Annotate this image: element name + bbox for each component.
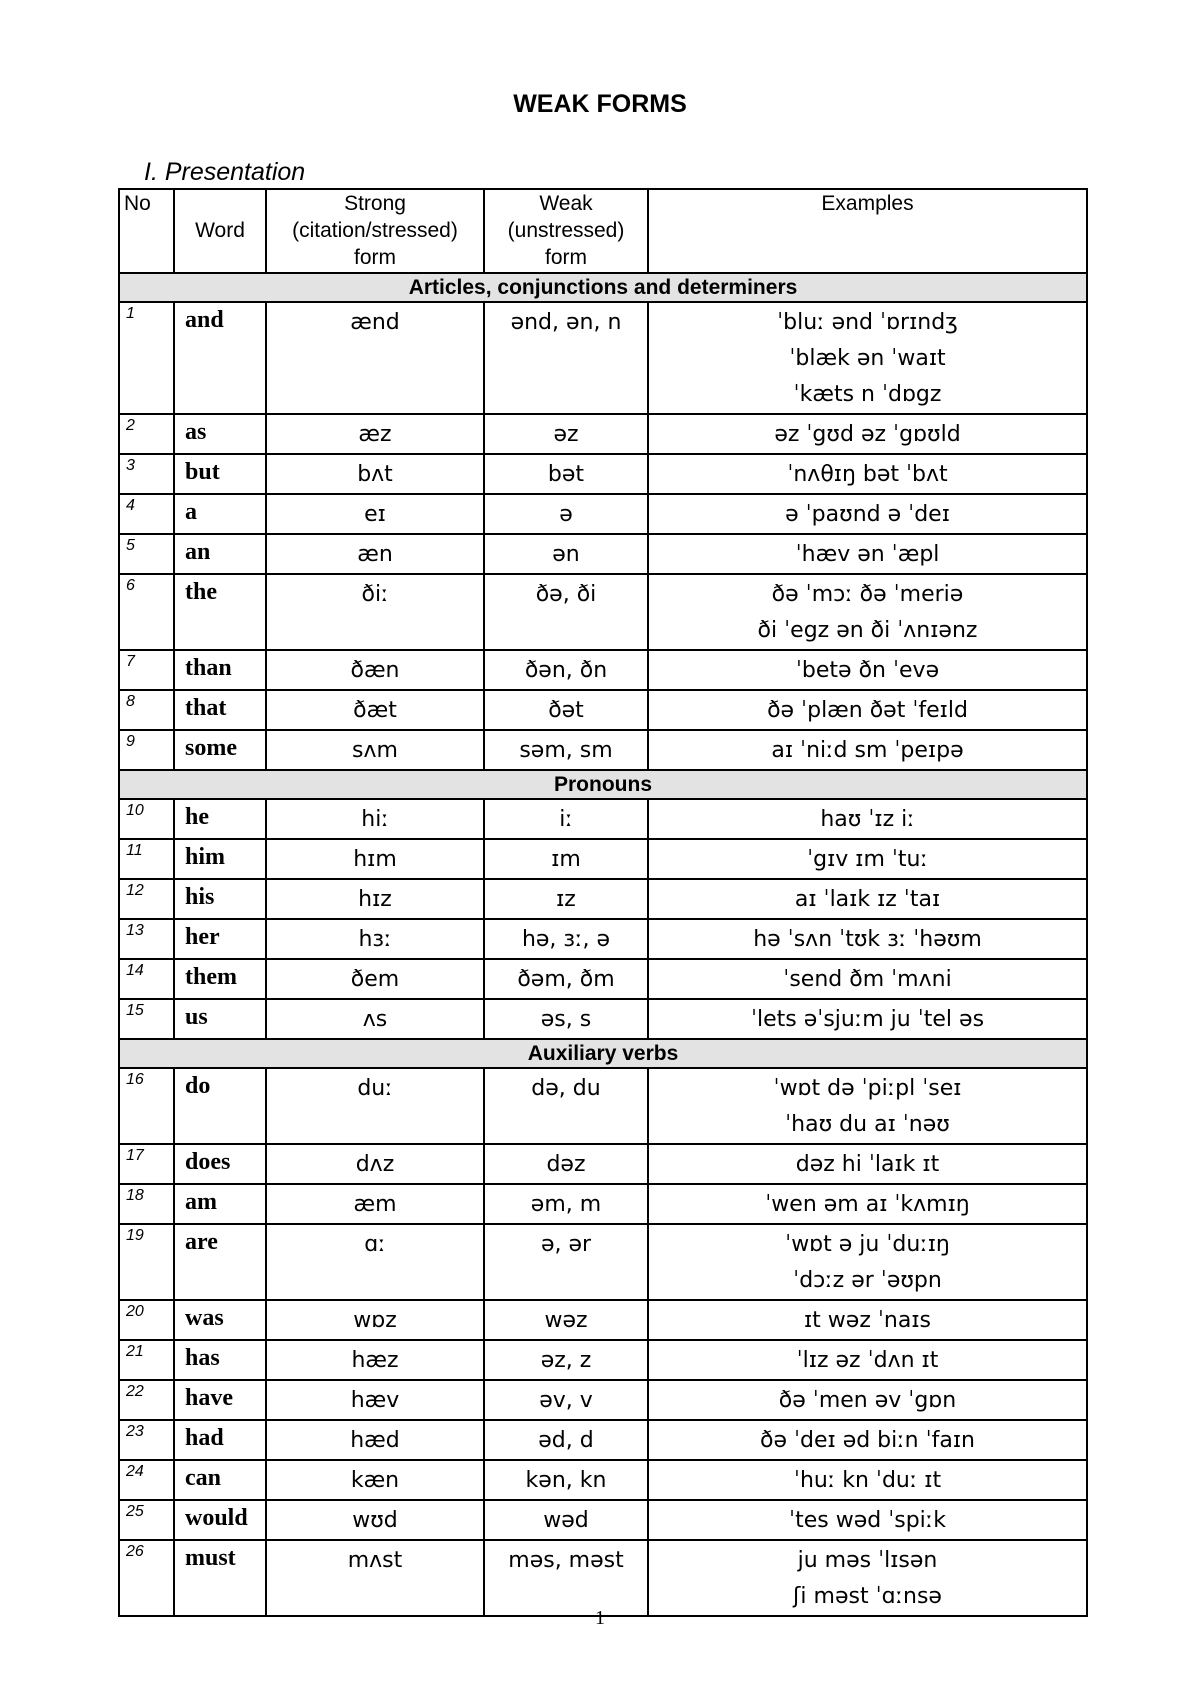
- example-line: haʊ ˈɪz iː: [820, 807, 915, 832]
- row-examples: [648, 1460, 1087, 1500]
- example-line: ˈwɒt də ˈpiːpl ˈseɪ: [773, 1076, 962, 1101]
- row-word: as: [174, 414, 266, 454]
- row-number: 9: [119, 730, 174, 770]
- row-word: would: [174, 1500, 266, 1540]
- row-examples: [648, 1340, 1087, 1380]
- row-word: an: [174, 534, 266, 574]
- table-header-row: [119, 189, 1087, 273]
- table-row: [119, 454, 1087, 494]
- row-word: a: [174, 494, 266, 534]
- header-strong-line: form: [354, 246, 396, 269]
- row-examples: [648, 534, 1087, 574]
- row-examples: [648, 574, 1087, 650]
- row-number: 2: [119, 414, 174, 454]
- row-strong-form: ðæt: [266, 690, 484, 730]
- table-row: [119, 1300, 1087, 1340]
- row-strong-form: dʌz: [266, 1144, 484, 1184]
- table-row: [119, 879, 1087, 919]
- row-weak-form: ɪz: [484, 879, 648, 919]
- table-row: [119, 414, 1087, 454]
- document-title: WEAK FORMS: [513, 90, 687, 118]
- row-strong-form: ðem: [266, 959, 484, 999]
- example-line: ˈsend ðm ˈmʌni: [783, 967, 952, 992]
- row-strong-form: hæz: [266, 1340, 484, 1380]
- example-line: ˈhæv ən ˈæpl: [795, 542, 940, 567]
- row-strong-form: eɪ: [266, 494, 484, 534]
- row-number: 16: [119, 1068, 174, 1144]
- row-strong-form: æn: [266, 534, 484, 574]
- header-strong-line: Strong: [344, 192, 406, 215]
- row-number: 23: [119, 1420, 174, 1460]
- row-weak-form: iː: [484, 799, 648, 839]
- row-word: does: [174, 1144, 266, 1184]
- header-weak-line: Weak: [539, 192, 593, 215]
- row-weak-form: wəd: [484, 1500, 648, 1540]
- table-row: [119, 730, 1087, 770]
- row-word: am: [174, 1184, 266, 1224]
- header-word: [174, 189, 266, 273]
- example-line: ə ˈpaʊnd ə ˈdeɪ: [785, 502, 950, 527]
- example-line: ˈlɪz əz ˈdʌn ɪt: [796, 1348, 939, 1373]
- row-number: 24: [119, 1460, 174, 1500]
- table-row: [119, 1068, 1087, 1144]
- table-row: [119, 1500, 1087, 1540]
- row-weak-form: ə, ər: [484, 1224, 648, 1300]
- row-word: his: [174, 879, 266, 919]
- row-weak-form: əm, m: [484, 1184, 648, 1224]
- row-weak-form: əz: [484, 414, 648, 454]
- row-examples: [648, 494, 1087, 534]
- table-row: [119, 1540, 1087, 1616]
- table-row: [119, 690, 1087, 730]
- row-word: us: [174, 999, 266, 1039]
- row-weak-form: məs, məst: [484, 1540, 648, 1616]
- category-label: Auxiliary verbs: [119, 1039, 1087, 1068]
- table-row: [119, 1420, 1087, 1460]
- table-row: [119, 839, 1087, 879]
- table-row: [119, 534, 1087, 574]
- row-number: 4: [119, 494, 174, 534]
- example-line: ju məs ˈlɪsən: [797, 1548, 938, 1573]
- example-line: ˈbetə ðn ˈevə: [795, 658, 940, 683]
- example-line: əz ˈgʊd əz ˈgɒʊld: [774, 422, 961, 447]
- row-word: can: [174, 1460, 266, 1500]
- table-row: [119, 1340, 1087, 1380]
- row-examples: [648, 1500, 1087, 1540]
- table-row: [119, 302, 1087, 414]
- row-examples: [648, 1300, 1087, 1340]
- row-word: had: [174, 1420, 266, 1460]
- row-examples: [648, 1068, 1087, 1144]
- row-strong-form: duː: [266, 1068, 484, 1144]
- row-number: 10: [119, 799, 174, 839]
- row-word: are: [174, 1224, 266, 1300]
- example-line: ˈwɒt ə ju ˈduːɪŋ: [785, 1232, 950, 1257]
- table-row: [119, 1224, 1087, 1300]
- row-weak-form: wəz: [484, 1300, 648, 1340]
- category-row: [119, 273, 1087, 302]
- row-weak-form: səm, sm: [484, 730, 648, 770]
- example-line: ðə ˈplæn ðət ˈfeɪld: [767, 698, 968, 723]
- row-number: 20: [119, 1300, 174, 1340]
- row-number: 6: [119, 574, 174, 650]
- row-word: them: [174, 959, 266, 999]
- row-examples: [648, 302, 1087, 414]
- table-row: [119, 1380, 1087, 1420]
- row-number: 7: [119, 650, 174, 690]
- header-no: No: [119, 189, 174, 273]
- row-strong-form: hɜː: [266, 919, 484, 959]
- row-examples: [648, 650, 1087, 690]
- row-examples: [648, 799, 1087, 839]
- example-line: ˈblæk ən ˈwaɪt: [789, 346, 946, 371]
- row-number: 11: [119, 839, 174, 879]
- row-examples: [648, 1144, 1087, 1184]
- row-examples: [648, 690, 1087, 730]
- row-strong-form: æm: [266, 1184, 484, 1224]
- row-weak-form: ðən, ðn: [484, 650, 648, 690]
- row-weak-form: əz, z: [484, 1340, 648, 1380]
- row-word: than: [174, 650, 266, 690]
- row-strong-form: mʌst: [266, 1540, 484, 1616]
- row-number: 5: [119, 534, 174, 574]
- row-word: and: [174, 302, 266, 414]
- row-number: 17: [119, 1144, 174, 1184]
- row-number: 13: [119, 919, 174, 959]
- row-strong-form: hɪz: [266, 879, 484, 919]
- row-number: 19: [119, 1224, 174, 1300]
- example-line: ˈbluː ənd ˈɒrɪndʒ: [777, 310, 958, 335]
- header-strong-form: [266, 189, 484, 273]
- row-examples: [648, 454, 1087, 494]
- row-examples: [648, 1420, 1087, 1460]
- row-word: has: [174, 1340, 266, 1380]
- example-line: ɪt wəz ˈnaɪs: [804, 1308, 931, 1333]
- row-strong-form: sʌm: [266, 730, 484, 770]
- row-examples: [648, 879, 1087, 919]
- example-line: hə ˈsʌn ˈtʊk ɜː ˈhəʊm: [753, 927, 982, 952]
- row-weak-form: ðət: [484, 690, 648, 730]
- example-line: ðə ˈmɔː ðə ˈmeriə: [771, 582, 964, 607]
- table-row: [119, 1184, 1087, 1224]
- row-word: have: [174, 1380, 266, 1420]
- row-strong-form: ðæn: [266, 650, 484, 690]
- table-row: [119, 919, 1087, 959]
- header-strong-line: (citation/stressed): [292, 219, 458, 242]
- row-number: 25: [119, 1500, 174, 1540]
- section-heading: I. Presentation: [144, 158, 306, 186]
- table-row: [119, 1460, 1087, 1500]
- row-word: her: [174, 919, 266, 959]
- row-word: him: [174, 839, 266, 879]
- table-row: [119, 799, 1087, 839]
- row-strong-form: ænd: [266, 302, 484, 414]
- row-weak-form: əs, s: [484, 999, 648, 1039]
- example-line: ˈnʌθɪŋ bət ˈbʌt: [787, 462, 948, 487]
- row-word: the: [174, 574, 266, 650]
- row-number: 8: [119, 690, 174, 730]
- example-line: ˈwen əm aɪ ˈkʌmɪŋ: [765, 1192, 970, 1217]
- example-line: ˈkæts n ˈdɒgz: [793, 382, 942, 407]
- example-line: ðə ˈdeɪ əd biːn ˈfaɪn: [759, 1428, 975, 1453]
- row-word: must: [174, 1540, 266, 1616]
- row-strong-form: hɪm: [266, 839, 484, 879]
- header-weak-form: [484, 189, 648, 273]
- row-weak-form: ɪm: [484, 839, 648, 879]
- row-word: he: [174, 799, 266, 839]
- example-line: ˈhaʊ du aɪ ˈnəʊ: [785, 1112, 950, 1137]
- row-number: 26: [119, 1540, 174, 1616]
- row-weak-form: də, du: [484, 1068, 648, 1144]
- example-line: aɪ ˈniːd sm ˈpeɪpə: [771, 738, 964, 763]
- row-strong-form: hiː: [266, 799, 484, 839]
- row-strong-form: æz: [266, 414, 484, 454]
- row-number: 15: [119, 999, 174, 1039]
- row-weak-form: hə, ɜː, ə: [484, 919, 648, 959]
- row-weak-form: dəz: [484, 1144, 648, 1184]
- example-line: ʃi məst ˈɑːnsə: [793, 1584, 942, 1609]
- row-number: 21: [119, 1340, 174, 1380]
- row-word: that: [174, 690, 266, 730]
- row-strong-form: wɒz: [266, 1300, 484, 1340]
- page-number: 1: [595, 1607, 605, 1629]
- row-weak-form: kən, kn: [484, 1460, 648, 1500]
- example-line: ði ˈegz ən ði ˈʌnɪənz: [757, 618, 978, 643]
- table-row: [119, 650, 1087, 690]
- weak-forms-table: [118, 188, 1088, 1617]
- row-examples: [648, 414, 1087, 454]
- row-number: 22: [119, 1380, 174, 1420]
- table-row: [119, 494, 1087, 534]
- row-word: was: [174, 1300, 266, 1340]
- category-label: Pronouns: [119, 770, 1087, 799]
- example-line: ˈhuː kn ˈduː ɪt: [793, 1468, 942, 1493]
- row-examples: [648, 1224, 1087, 1300]
- table-row: [119, 959, 1087, 999]
- row-examples: [648, 1380, 1087, 1420]
- row-weak-form: əv, v: [484, 1380, 648, 1420]
- row-word: do: [174, 1068, 266, 1144]
- row-word: but: [174, 454, 266, 494]
- example-line: ˈgɪv ɪm ˈtuː: [807, 847, 928, 872]
- row-weak-form: ðəm, ðm: [484, 959, 648, 999]
- row-strong-form: hæv: [266, 1380, 484, 1420]
- header-weak-line: (unstressed): [507, 219, 625, 242]
- header-weak-line: form: [545, 246, 587, 269]
- row-strong-form: ɑː: [266, 1224, 484, 1300]
- row-strong-form: ðiː: [266, 574, 484, 650]
- table-row: [119, 574, 1087, 650]
- example-line: ˈlets əˈsjuːm ju ˈtel əs: [750, 1007, 985, 1032]
- row-strong-form: bʌt: [266, 454, 484, 494]
- example-line: dəz hi ˈlaɪk ɪt: [795, 1152, 940, 1177]
- row-examples: [648, 959, 1087, 999]
- row-examples: [648, 839, 1087, 879]
- row-weak-form: ðə, ði: [484, 574, 648, 650]
- header-examples: Examples: [648, 189, 1087, 273]
- table-body: [119, 273, 1087, 1616]
- row-number: 14: [119, 959, 174, 999]
- row-examples: [648, 730, 1087, 770]
- row-weak-form: ə: [484, 494, 648, 534]
- header-word-label: Word: [195, 219, 245, 242]
- category-row: [119, 1039, 1087, 1068]
- row-examples: [648, 1184, 1087, 1224]
- example-line: ˈtes wəd ˈspiːk: [789, 1508, 946, 1533]
- row-weak-form: ən: [484, 534, 648, 574]
- row-strong-form: hæd: [266, 1420, 484, 1460]
- example-line: aɪ ˈlaɪk ɪz ˈtaɪ: [794, 887, 941, 912]
- row-strong-form: ʌs: [266, 999, 484, 1039]
- row-weak-form: bət: [484, 454, 648, 494]
- row-number: 18: [119, 1184, 174, 1224]
- row-examples: [648, 1540, 1087, 1616]
- table-row: [119, 999, 1087, 1039]
- row-strong-form: wʊd: [266, 1500, 484, 1540]
- row-examples: [648, 919, 1087, 959]
- row-examples: [648, 999, 1087, 1039]
- example-line: ðə ˈmen əv ˈgɒn: [778, 1388, 957, 1413]
- row-strong-form: kæn: [266, 1460, 484, 1500]
- category-label: Articles, conjunctions and determiners: [119, 273, 1087, 302]
- row-weak-form: əd, d: [484, 1420, 648, 1460]
- example-line: ˈdɔːz ər ˈəʊpn: [793, 1268, 942, 1293]
- row-number: 12: [119, 879, 174, 919]
- row-weak-form: ənd, ən, n: [484, 302, 648, 414]
- row-word: some: [174, 730, 266, 770]
- row-number: 3: [119, 454, 174, 494]
- category-row: [119, 770, 1087, 799]
- row-number: 1: [119, 302, 174, 414]
- table-row: [119, 1144, 1087, 1184]
